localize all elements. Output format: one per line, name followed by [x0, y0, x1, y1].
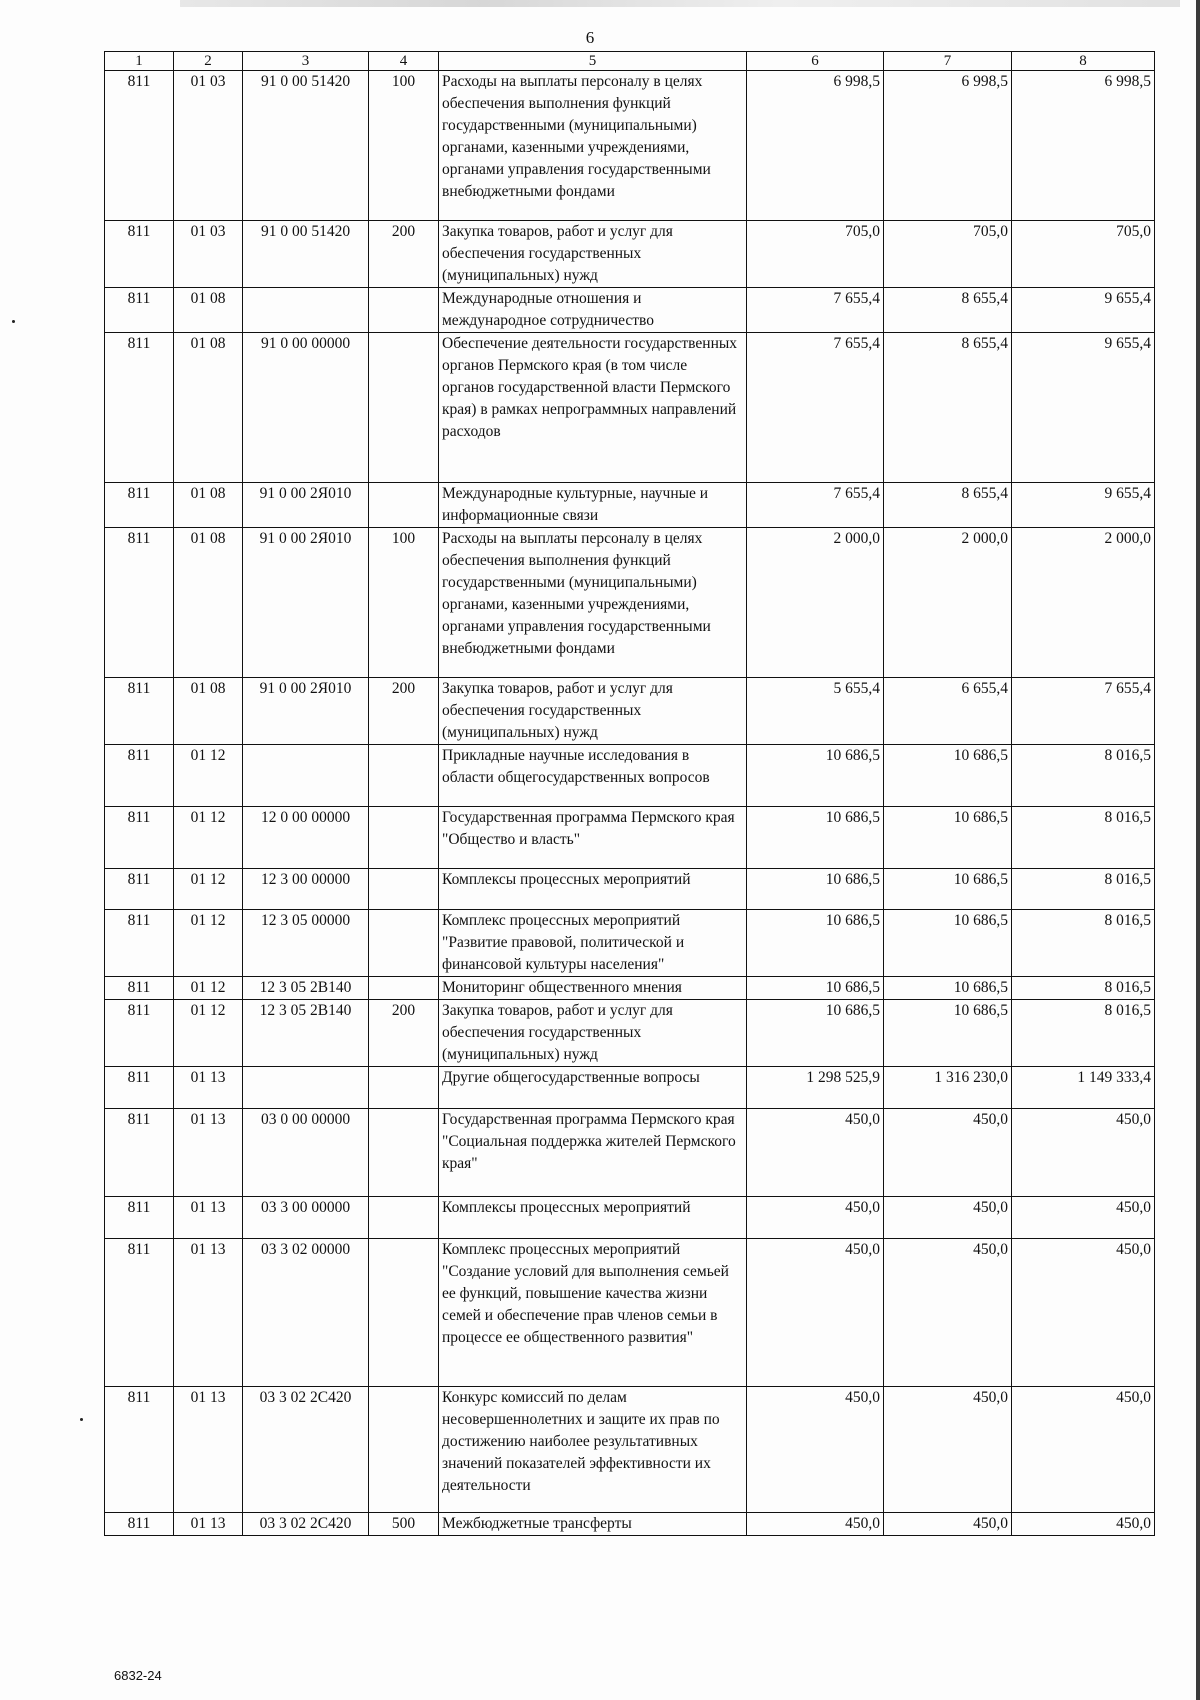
cell-amount-col6: 450,0	[747, 1197, 884, 1239]
table-row	[105, 1239, 1155, 1387]
cell-section-code: 01 12	[174, 869, 243, 910]
cell-target-code: 12 3 05 2В140	[243, 977, 369, 1000]
cell-amount-col7: 10 686,5	[884, 869, 1012, 910]
cell-section-code: 01 03	[174, 221, 243, 288]
cell-section-code: 01 13	[174, 1513, 243, 1536]
cell-section-code: 01 13	[174, 1067, 243, 1109]
cell-admin-code: 811	[105, 71, 174, 221]
cell-admin-code: 811	[105, 288, 174, 333]
cell-admin-code: 811	[105, 745, 174, 807]
column-header: 4	[369, 52, 439, 71]
cell-description: Расходы на выплаты персоналу в целях обеспечения выполнения функций государственными (муниципальными) органами, казенными учреждениями, органами управления государственными внебюджетными фондами	[439, 71, 747, 221]
budget-table	[104, 51, 1155, 1536]
table-row	[105, 483, 1155, 528]
cell-section-code: 01 12	[174, 807, 243, 869]
cell-expense-type: 100	[369, 71, 439, 221]
cell-target-code: 91 0 00 00000	[243, 333, 369, 483]
cell-amount-col8: 450,0	[1012, 1387, 1155, 1513]
cell-description: Государственная программа Пермского края "Общество и власть"	[439, 807, 747, 869]
cell-amount-col7: 10 686,5	[884, 1000, 1012, 1067]
cell-amount-col8: 8 016,5	[1012, 1000, 1155, 1067]
cell-amount-col6: 10 686,5	[747, 910, 884, 977]
cell-amount-col7: 8 655,4	[884, 288, 1012, 333]
cell-description: Комплексы процессных мероприятий	[439, 1197, 747, 1239]
cell-section-code: 01 12	[174, 910, 243, 977]
cell-target-code: 03 0 00 00000	[243, 1109, 369, 1197]
table-body	[105, 71, 1155, 1536]
table-row	[105, 869, 1155, 910]
cell-description: Государственная программа Пермского края "Социальная поддержка жителей Пермского края"	[439, 1109, 747, 1197]
cell-section-code: 01 08	[174, 483, 243, 528]
cell-target-code: 12 3 05 2В140	[243, 1000, 369, 1067]
cell-amount-col7: 10 686,5	[884, 745, 1012, 807]
table-row	[105, 977, 1155, 1000]
column-header: 6	[747, 52, 884, 71]
cell-admin-code: 811	[105, 1239, 174, 1387]
cell-amount-col6: 10 686,5	[747, 869, 884, 910]
cell-amount-col6: 7 655,4	[747, 333, 884, 483]
cell-target-code: 03 3 02 2С420	[243, 1387, 369, 1513]
cell-amount-col8: 6 998,5	[1012, 71, 1155, 221]
document-code: 6832-24	[114, 1668, 162, 1683]
table-row	[105, 678, 1155, 745]
cell-amount-col7: 10 686,5	[884, 807, 1012, 869]
cell-description: Прикладные научные исследования в области общегосударственных вопросов	[439, 745, 747, 807]
cell-target-code: 12 0 00 00000	[243, 807, 369, 869]
cell-amount-col7: 705,0	[884, 221, 1012, 288]
cell-description: Закупка товаров, работ и услуг для обеспечения государственных (муниципальных) нужд	[439, 221, 747, 288]
table-row	[105, 333, 1155, 483]
cell-expense-type: 100	[369, 528, 439, 678]
cell-section-code: 01 08	[174, 528, 243, 678]
cell-expense-type: 500	[369, 1513, 439, 1536]
table-row	[105, 221, 1155, 288]
cell-amount-col6: 5 655,4	[747, 678, 884, 745]
cell-amount-col7: 6 655,4	[884, 678, 1012, 745]
cell-amount-col7: 1 316 230,0	[884, 1067, 1012, 1109]
cell-admin-code: 811	[105, 333, 174, 483]
cell-amount-col8: 8 016,5	[1012, 745, 1155, 807]
cell-amount-col8: 9 655,4	[1012, 483, 1155, 528]
cell-amount-col6: 450,0	[747, 1239, 884, 1387]
cell-target-code: 91 0 00 51420	[243, 71, 369, 221]
cell-admin-code: 811	[105, 807, 174, 869]
cell-amount-col7: 450,0	[884, 1513, 1012, 1536]
cell-amount-col6: 450,0	[747, 1387, 884, 1513]
cell-target-code: 91 0 00 2Я010	[243, 678, 369, 745]
cell-expense-type	[369, 333, 439, 483]
cell-target-code	[243, 1067, 369, 1109]
cell-section-code: 01 13	[174, 1387, 243, 1513]
cell-amount-col8: 450,0	[1012, 1109, 1155, 1197]
cell-description: Комплекс процессных мероприятий "Создание условий для выполнения семьей ее функций, повышение качества жизни семей и обеспечение прав членов семьи в процессе ее общественного развития"	[439, 1239, 747, 1387]
cell-amount-col8: 9 655,4	[1012, 288, 1155, 333]
column-header: 2	[174, 52, 243, 71]
cell-admin-code: 811	[105, 1197, 174, 1239]
cell-admin-code: 811	[105, 221, 174, 288]
cell-amount-col8: 8 016,5	[1012, 977, 1155, 1000]
cell-amount-col6: 450,0	[747, 1109, 884, 1197]
cell-target-code: 91 0 00 51420	[243, 221, 369, 288]
column-header: 5	[439, 52, 747, 71]
cell-amount-col7: 6 998,5	[884, 71, 1012, 221]
cell-admin-code: 811	[105, 483, 174, 528]
column-header: 1	[105, 52, 174, 71]
cell-description: Другие общегосударственные вопросы	[439, 1067, 747, 1109]
cell-description: Обеспечение деятельности государственных органов Пермского края (в том числе органов государственной власти Пермского края) в рамках непрограммных направлений расходов	[439, 333, 747, 483]
cell-amount-col6: 6 998,5	[747, 71, 884, 221]
cell-admin-code: 811	[105, 678, 174, 745]
cell-amount-col7: 450,0	[884, 1109, 1012, 1197]
cell-description: Закупка товаров, работ и услуг для обеспечения государственных (муниципальных) нужд	[439, 1000, 747, 1067]
cell-section-code: 01 13	[174, 1109, 243, 1197]
cell-target-code: 12 3 05 00000	[243, 910, 369, 977]
cell-amount-col6: 7 655,4	[747, 288, 884, 333]
table-row	[105, 528, 1155, 678]
cell-amount-col6: 10 686,5	[747, 977, 884, 1000]
table-row	[105, 1513, 1155, 1536]
cell-section-code: 01 13	[174, 1197, 243, 1239]
cell-amount-col8: 2 000,0	[1012, 528, 1155, 678]
cell-section-code: 01 12	[174, 1000, 243, 1067]
table-row	[105, 910, 1155, 977]
cell-amount-col8: 7 655,4	[1012, 678, 1155, 745]
cell-target-code	[243, 288, 369, 333]
cell-description: Международные отношения и международное сотрудничество	[439, 288, 747, 333]
cell-amount-col8: 8 016,5	[1012, 869, 1155, 910]
cell-expense-type	[369, 1109, 439, 1197]
cell-amount-col6: 1 298 525,9	[747, 1067, 884, 1109]
cell-expense-type	[369, 1067, 439, 1109]
cell-admin-code: 811	[105, 528, 174, 678]
table-row	[105, 1387, 1155, 1513]
column-header: 8	[1012, 52, 1155, 71]
cell-description: Международные культурные, научные и информационные связи	[439, 483, 747, 528]
cell-amount-col8: 8 016,5	[1012, 807, 1155, 869]
cell-section-code: 01 08	[174, 678, 243, 745]
scan-edge-top	[180, 0, 1180, 7]
cell-admin-code: 811	[105, 1109, 174, 1197]
cell-expense-type	[369, 1239, 439, 1387]
cell-amount-col8: 450,0	[1012, 1239, 1155, 1387]
cell-amount-col6: 7 655,4	[747, 483, 884, 528]
cell-target-code: 12 3 00 00000	[243, 869, 369, 910]
cell-expense-type	[369, 483, 439, 528]
table-row	[105, 1197, 1155, 1239]
cell-target-code: 03 3 00 00000	[243, 1197, 369, 1239]
cell-expense-type	[369, 977, 439, 1000]
cell-description: Расходы на выплаты персоналу в целях обеспечения выполнения функций государственными (муниципальными) органами, казенными учреждениями, органами управления государственными внебюджетными фондами	[439, 528, 747, 678]
cell-amount-col6: 10 686,5	[747, 1000, 884, 1067]
cell-amount-col6: 10 686,5	[747, 807, 884, 869]
cell-amount-col7: 8 655,4	[884, 483, 1012, 528]
cell-amount-col8: 450,0	[1012, 1513, 1155, 1536]
cell-amount-col8: 450,0	[1012, 1197, 1155, 1239]
cell-admin-code: 811	[105, 1513, 174, 1536]
cell-admin-code: 811	[105, 1000, 174, 1067]
cell-target-code: 03 3 02 2С420	[243, 1513, 369, 1536]
cell-expense-type: 200	[369, 678, 439, 745]
cell-amount-col7: 10 686,5	[884, 977, 1012, 1000]
table-row	[105, 745, 1155, 807]
cell-expense-type	[369, 869, 439, 910]
scan-speck	[12, 320, 15, 323]
cell-target-code: 91 0 00 2Я010	[243, 483, 369, 528]
table-row	[105, 71, 1155, 221]
page-number: 6	[585, 28, 595, 47]
cell-amount-col6: 10 686,5	[747, 745, 884, 807]
table-row	[105, 1109, 1155, 1197]
table-row	[105, 1067, 1155, 1109]
scan-edge-right	[1196, 0, 1200, 1700]
cell-target-code: 03 3 02 00000	[243, 1239, 369, 1387]
cell-section-code: 01 03	[174, 71, 243, 221]
cell-amount-col8: 705,0	[1012, 221, 1155, 288]
cell-amount-col8: 8 016,5	[1012, 910, 1155, 977]
cell-target-code: 91 0 00 2Я010	[243, 528, 369, 678]
cell-amount-col6: 705,0	[747, 221, 884, 288]
cell-admin-code: 811	[105, 869, 174, 910]
cell-description: Комплексы процессных мероприятий	[439, 869, 747, 910]
cell-admin-code: 811	[105, 1067, 174, 1109]
column-header: 7	[884, 52, 1012, 71]
table-row	[105, 288, 1155, 333]
cell-amount-col6: 2 000,0	[747, 528, 884, 678]
cell-expense-type	[369, 807, 439, 869]
cell-description: Закупка товаров, работ и услуг для обеспечения государственных (муниципальных) нужд	[439, 678, 747, 745]
cell-section-code: 01 08	[174, 288, 243, 333]
scan-speck	[80, 1418, 83, 1421]
cell-amount-col7: 2 000,0	[884, 528, 1012, 678]
cell-amount-col7: 450,0	[884, 1197, 1012, 1239]
cell-amount-col7: 450,0	[884, 1239, 1012, 1387]
cell-admin-code: 811	[105, 1387, 174, 1513]
cell-section-code: 01 08	[174, 333, 243, 483]
cell-expense-type	[369, 1197, 439, 1239]
cell-expense-type	[369, 1387, 439, 1513]
cell-expense-type	[369, 745, 439, 807]
cell-expense-type	[369, 910, 439, 977]
table-header-row	[105, 52, 1155, 71]
cell-description: Мониторинг общественного мнения	[439, 977, 747, 1000]
table-row	[105, 807, 1155, 869]
cell-amount-col8: 9 655,4	[1012, 333, 1155, 483]
cell-section-code: 01 12	[174, 745, 243, 807]
cell-admin-code: 811	[105, 977, 174, 1000]
table-row	[105, 1000, 1155, 1067]
cell-amount-col7: 10 686,5	[884, 910, 1012, 977]
cell-admin-code: 811	[105, 910, 174, 977]
cell-amount-col7: 8 655,4	[884, 333, 1012, 483]
cell-expense-type: 200	[369, 1000, 439, 1067]
cell-section-code: 01 13	[174, 1239, 243, 1387]
cell-expense-type: 200	[369, 221, 439, 288]
cell-description: Межбюджетные трансферты	[439, 1513, 747, 1536]
column-header: 3	[243, 52, 369, 71]
cell-section-code: 01 12	[174, 977, 243, 1000]
cell-description: Комплекс процессных мероприятий "Развитие правовой, политической и финансовой культуры населения"	[439, 910, 747, 977]
cell-target-code	[243, 745, 369, 807]
cell-amount-col8: 1 149 333,4	[1012, 1067, 1155, 1109]
cell-amount-col7: 450,0	[884, 1387, 1012, 1513]
cell-description: Конкурс комиссий по делам несовершеннолетних и защите их прав по достижению наиболее результативных значений показателей эффективности их деятельности	[439, 1387, 747, 1513]
cell-amount-col6: 450,0	[747, 1513, 884, 1536]
cell-expense-type	[369, 288, 439, 333]
